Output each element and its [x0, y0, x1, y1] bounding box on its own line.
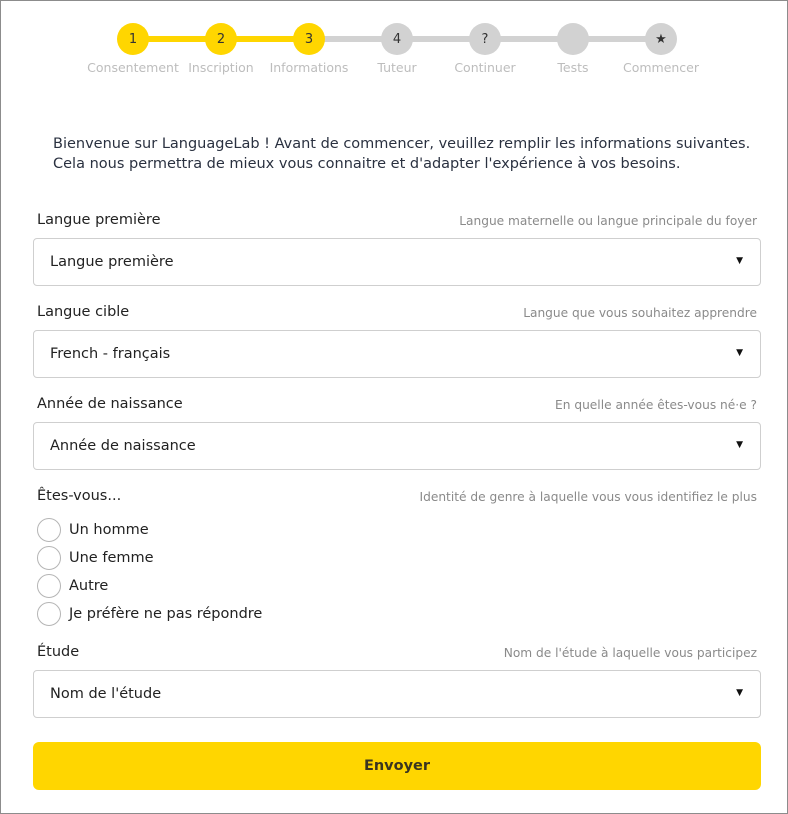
birth-year-select[interactable] — [33, 422, 761, 470]
target-language-label: Langue cible — [37, 304, 130, 320]
radio-button[interactable] — [37, 518, 61, 542]
step-label-consentement: Consentement — [87, 60, 179, 75]
step-inscription[interactable]: 2 — [205, 23, 237, 55]
step-tuteur: 4 — [381, 23, 413, 55]
step-consentement[interactable]: 1 — [117, 23, 149, 55]
radio-button[interactable] — [37, 574, 61, 598]
first-language-hint: Langue maternelle ou langue principale du foyer — [459, 214, 757, 228]
radio-label: Une femme — [69, 550, 154, 566]
step-label-inscription: Inscription — [188, 60, 254, 75]
birth-year-label: Année de naissance — [37, 396, 183, 412]
step-tests — [557, 23, 589, 55]
birth-year-hint: En quelle année êtes-vous né·e ? — [555, 398, 757, 412]
star-icon: ★ — [645, 23, 677, 55]
birth-year-value: Année de naissance — [50, 438, 196, 454]
study-value: Nom de l'étude — [50, 686, 162, 702]
gender-hint: Identité de genre à laquelle vous vous identifiez le plus — [419, 490, 757, 504]
caret-down-icon: ▼ — [736, 440, 743, 450]
target-language-value: French - français — [50, 346, 171, 362]
intro-text — [53, 134, 753, 174]
step-label-continuer: Continuer — [454, 60, 516, 75]
progress-stepper — [1, 1, 787, 91]
gender-label: Êtes-vous... — [37, 488, 122, 504]
gender-option-no-answer[interactable] — [37, 602, 262, 626]
first-language-select[interactable] — [33, 238, 761, 286]
caret-down-icon: ▼ — [736, 256, 743, 266]
study-hint: Nom de l'étude à laquelle vous participez — [503, 646, 757, 660]
caret-down-icon: ▼ — [736, 348, 743, 358]
first-language-label: Langue première — [37, 212, 161, 228]
radio-button[interactable] — [37, 602, 61, 626]
gender-option-autre[interactable] — [37, 574, 108, 598]
study-label: Étude — [37, 644, 80, 660]
step-label-informations: Informations — [269, 60, 349, 75]
step-label-commencer: Commencer — [622, 60, 700, 75]
target-language-select[interactable] — [33, 330, 761, 378]
submit-button[interactable]: Envoyer — [33, 742, 761, 790]
intro-line-1: Bienvenue sur LanguageLab ! Avant de commencer, veuillez remplir les informations suivantes. — [53, 136, 751, 152]
radio-button[interactable] — [37, 546, 61, 570]
gender-option-homme[interactable] — [37, 518, 149, 542]
step-label-tuteur: Tuteur — [377, 60, 417, 75]
first-language-value: Langue première — [50, 254, 174, 270]
radio-label: Autre — [69, 578, 109, 594]
step-informations[interactable]: 3 — [293, 23, 325, 55]
intro-line-2: Cela nous permettra de mieux vous connaitre et d'adapter l'expérience à vos besoins. — [53, 156, 681, 172]
target-language-hint: Langue que vous souhaitez apprendre — [523, 306, 757, 320]
radio-label: Je préfère ne pas répondre — [69, 606, 263, 622]
radio-label: Un homme — [69, 522, 149, 538]
gender-option-femme[interactable] — [37, 546, 154, 570]
step-label-tests: Tests — [557, 60, 589, 75]
step-continuer: ? — [469, 23, 501, 55]
caret-down-icon: ▼ — [736, 688, 743, 698]
study-select[interactable] — [33, 670, 761, 718]
